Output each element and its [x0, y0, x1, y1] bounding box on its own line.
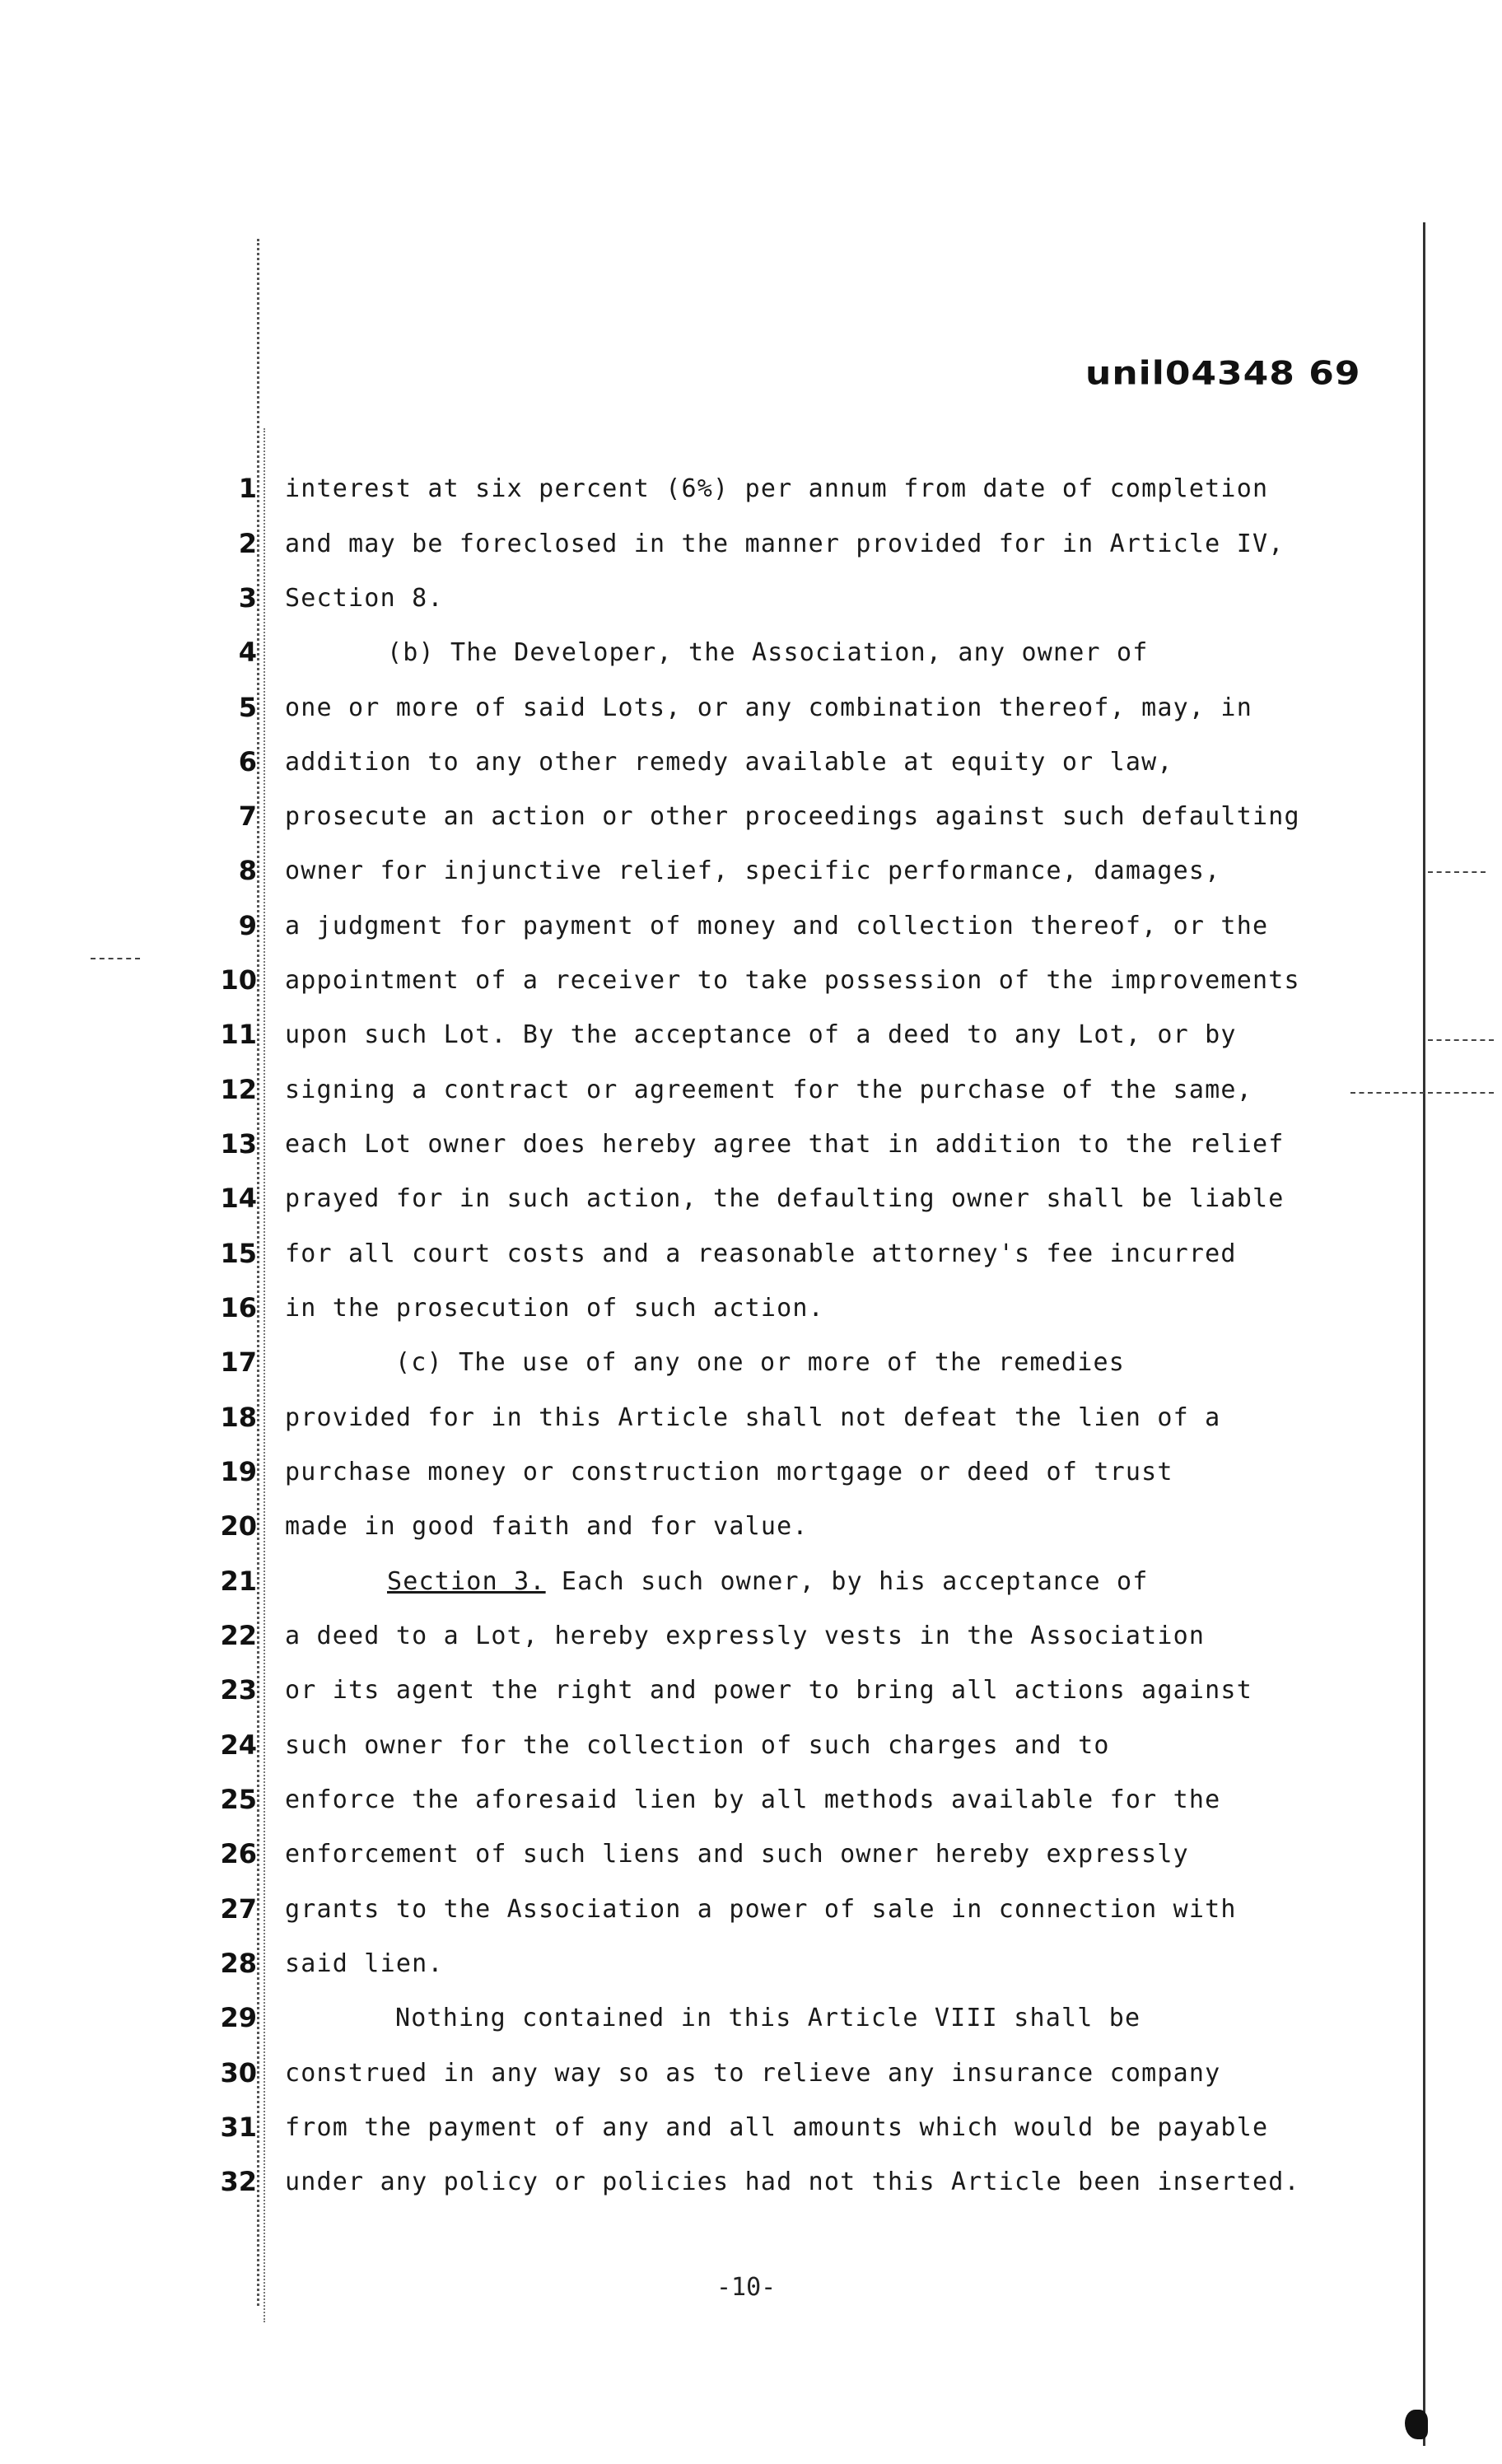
line-number: 28: [220, 1948, 257, 1979]
line-number: 16: [220, 1292, 257, 1323]
text-line: prayed for in such action, the defaulting owner shall be liable: [285, 1184, 1285, 1213]
text-line: grants to the Association a power of sale in connection with: [285, 1895, 1237, 1924]
line-number: 13: [220, 1128, 257, 1160]
line-number: 11: [220, 1019, 257, 1050]
text-line: Nothing contained in this Article VIII shall be: [395, 2004, 1141, 2032]
right-margin-dash: [1428, 1039, 1494, 1041]
text-line: provided for in this Article shall not defeat the lien of a: [285, 1403, 1221, 1432]
line-number: 8: [238, 855, 257, 886]
line-number: 22: [220, 1620, 257, 1651]
line-number: 10: [220, 964, 257, 996]
line-number: 21: [220, 1566, 257, 1597]
text-line-revised: signing a contract or agreement for the purchase of the same,: [285, 1076, 1252, 1104]
line-number: 7: [238, 800, 257, 832]
line-number: 23: [220, 1674, 257, 1706]
line-number: 24: [220, 1729, 257, 1761]
line-number: 9: [238, 910, 257, 941]
right-margin-rule: [1423, 222, 1425, 2446]
text-line: said lien.: [285, 1949, 444, 1978]
text-line-revised: appointment of a receiver to take possession of the improvements: [285, 966, 1300, 995]
line-number: 1: [238, 473, 257, 504]
line-number: 19: [220, 1456, 257, 1487]
text-line: (b) The Developer, the Association, any owner of: [387, 638, 1149, 667]
text-line: and may be foreclosed in the manner provided for in Article IV,: [285, 530, 1285, 558]
line-number: 3: [238, 582, 257, 614]
text-line: interest at six percent (6%) per annum from date of completion: [285, 474, 1269, 503]
line-number: 2: [238, 528, 257, 559]
text-line: such owner for the collection of such charges and to: [285, 1731, 1110, 1760]
line-number: 5: [238, 692, 257, 723]
line-number: 29: [220, 2002, 257, 2033]
text-line: construed in any way so as to relieve any insurance company: [285, 2059, 1221, 2088]
page-number: -10-: [716, 2273, 777, 2302]
text-line: made in good faith and for value.: [285, 1512, 809, 1541]
line-number: 18: [220, 1402, 257, 1433]
text-line: or its agent the right and power to bring all actions against: [285, 1676, 1252, 1705]
line-number: 25: [220, 1784, 257, 1815]
line-number: 14: [220, 1183, 257, 1214]
text-line: [387, 1567, 1502, 1596]
line-number: 30: [220, 2057, 257, 2088]
text-line: purchase money or construction mortgage or deed of trust: [285, 1458, 1173, 1486]
text-line: (c) The use of any one or more of the remedies: [395, 1348, 1126, 1377]
text-line-revised: upon such Lot. By the acceptance of a deed to any Lot, or by: [285, 1020, 1237, 1049]
text-line: a judgment for payment of money and collection thereof, or the: [285, 912, 1269, 940]
text-line: addition to any other remedy available at equity or law,: [285, 748, 1173, 777]
line-number: 6: [238, 746, 257, 777]
text-line: prosecute an action or other proceedings against such defaulting: [285, 802, 1300, 831]
text-line: from the payment of any and all amounts which would be payable: [285, 2113, 1269, 2142]
recording-book-page-stamp: unil04348 69: [1085, 354, 1361, 393]
text-line: enforcement of such liens and such owner hereby expressly: [285, 1840, 1189, 1869]
text-line-rest: Each such owner, by his acceptance of: [545, 1567, 1149, 1596]
left-margin-rule: [257, 239, 259, 2306]
line-number: 12: [220, 1074, 257, 1105]
left-margin-dash: [91, 958, 140, 959]
text-line: each Lot owner does hereby agree that in addition to the relief: [285, 1130, 1285, 1159]
right-margin-dash: [1428, 1092, 1494, 1094]
line-number: 17: [220, 1346, 257, 1378]
text-line: Section 8.: [285, 584, 444, 613]
text-line: a deed to a Lot, hereby expressly vests in the Association: [285, 1622, 1206, 1650]
line-number: 26: [220, 1838, 257, 1869]
line-number: 32: [220, 2166, 257, 2197]
text-line: enforce the aforesaid lien by all methods available for the: [285, 1785, 1221, 1814]
left-margin-rule-secondary: [264, 428, 265, 2322]
line-number: 4: [238, 637, 257, 668]
text-line: one or more of said Lots, or any combination thereof, may, in: [285, 693, 1252, 722]
text-line: under any policy or policies had not this Article been inserted.: [285, 2168, 1300, 2196]
line-number: 20: [220, 1510, 257, 1542]
text-line: in the prosecution of such action.: [285, 1294, 824, 1323]
line-number: 27: [220, 1893, 257, 1925]
section-heading: Section 3.: [387, 1567, 546, 1596]
line-number: 31: [220, 2112, 257, 2143]
text-line: owner for injunctive relief, specific performance, damages,: [285, 856, 1221, 885]
text-line: for all court costs and a reasonable attorney's fee incurred: [285, 1239, 1237, 1268]
right-margin-dash: [1428, 871, 1486, 873]
line-number: 15: [220, 1238, 257, 1269]
ink-mark: [1405, 2410, 1428, 2439]
